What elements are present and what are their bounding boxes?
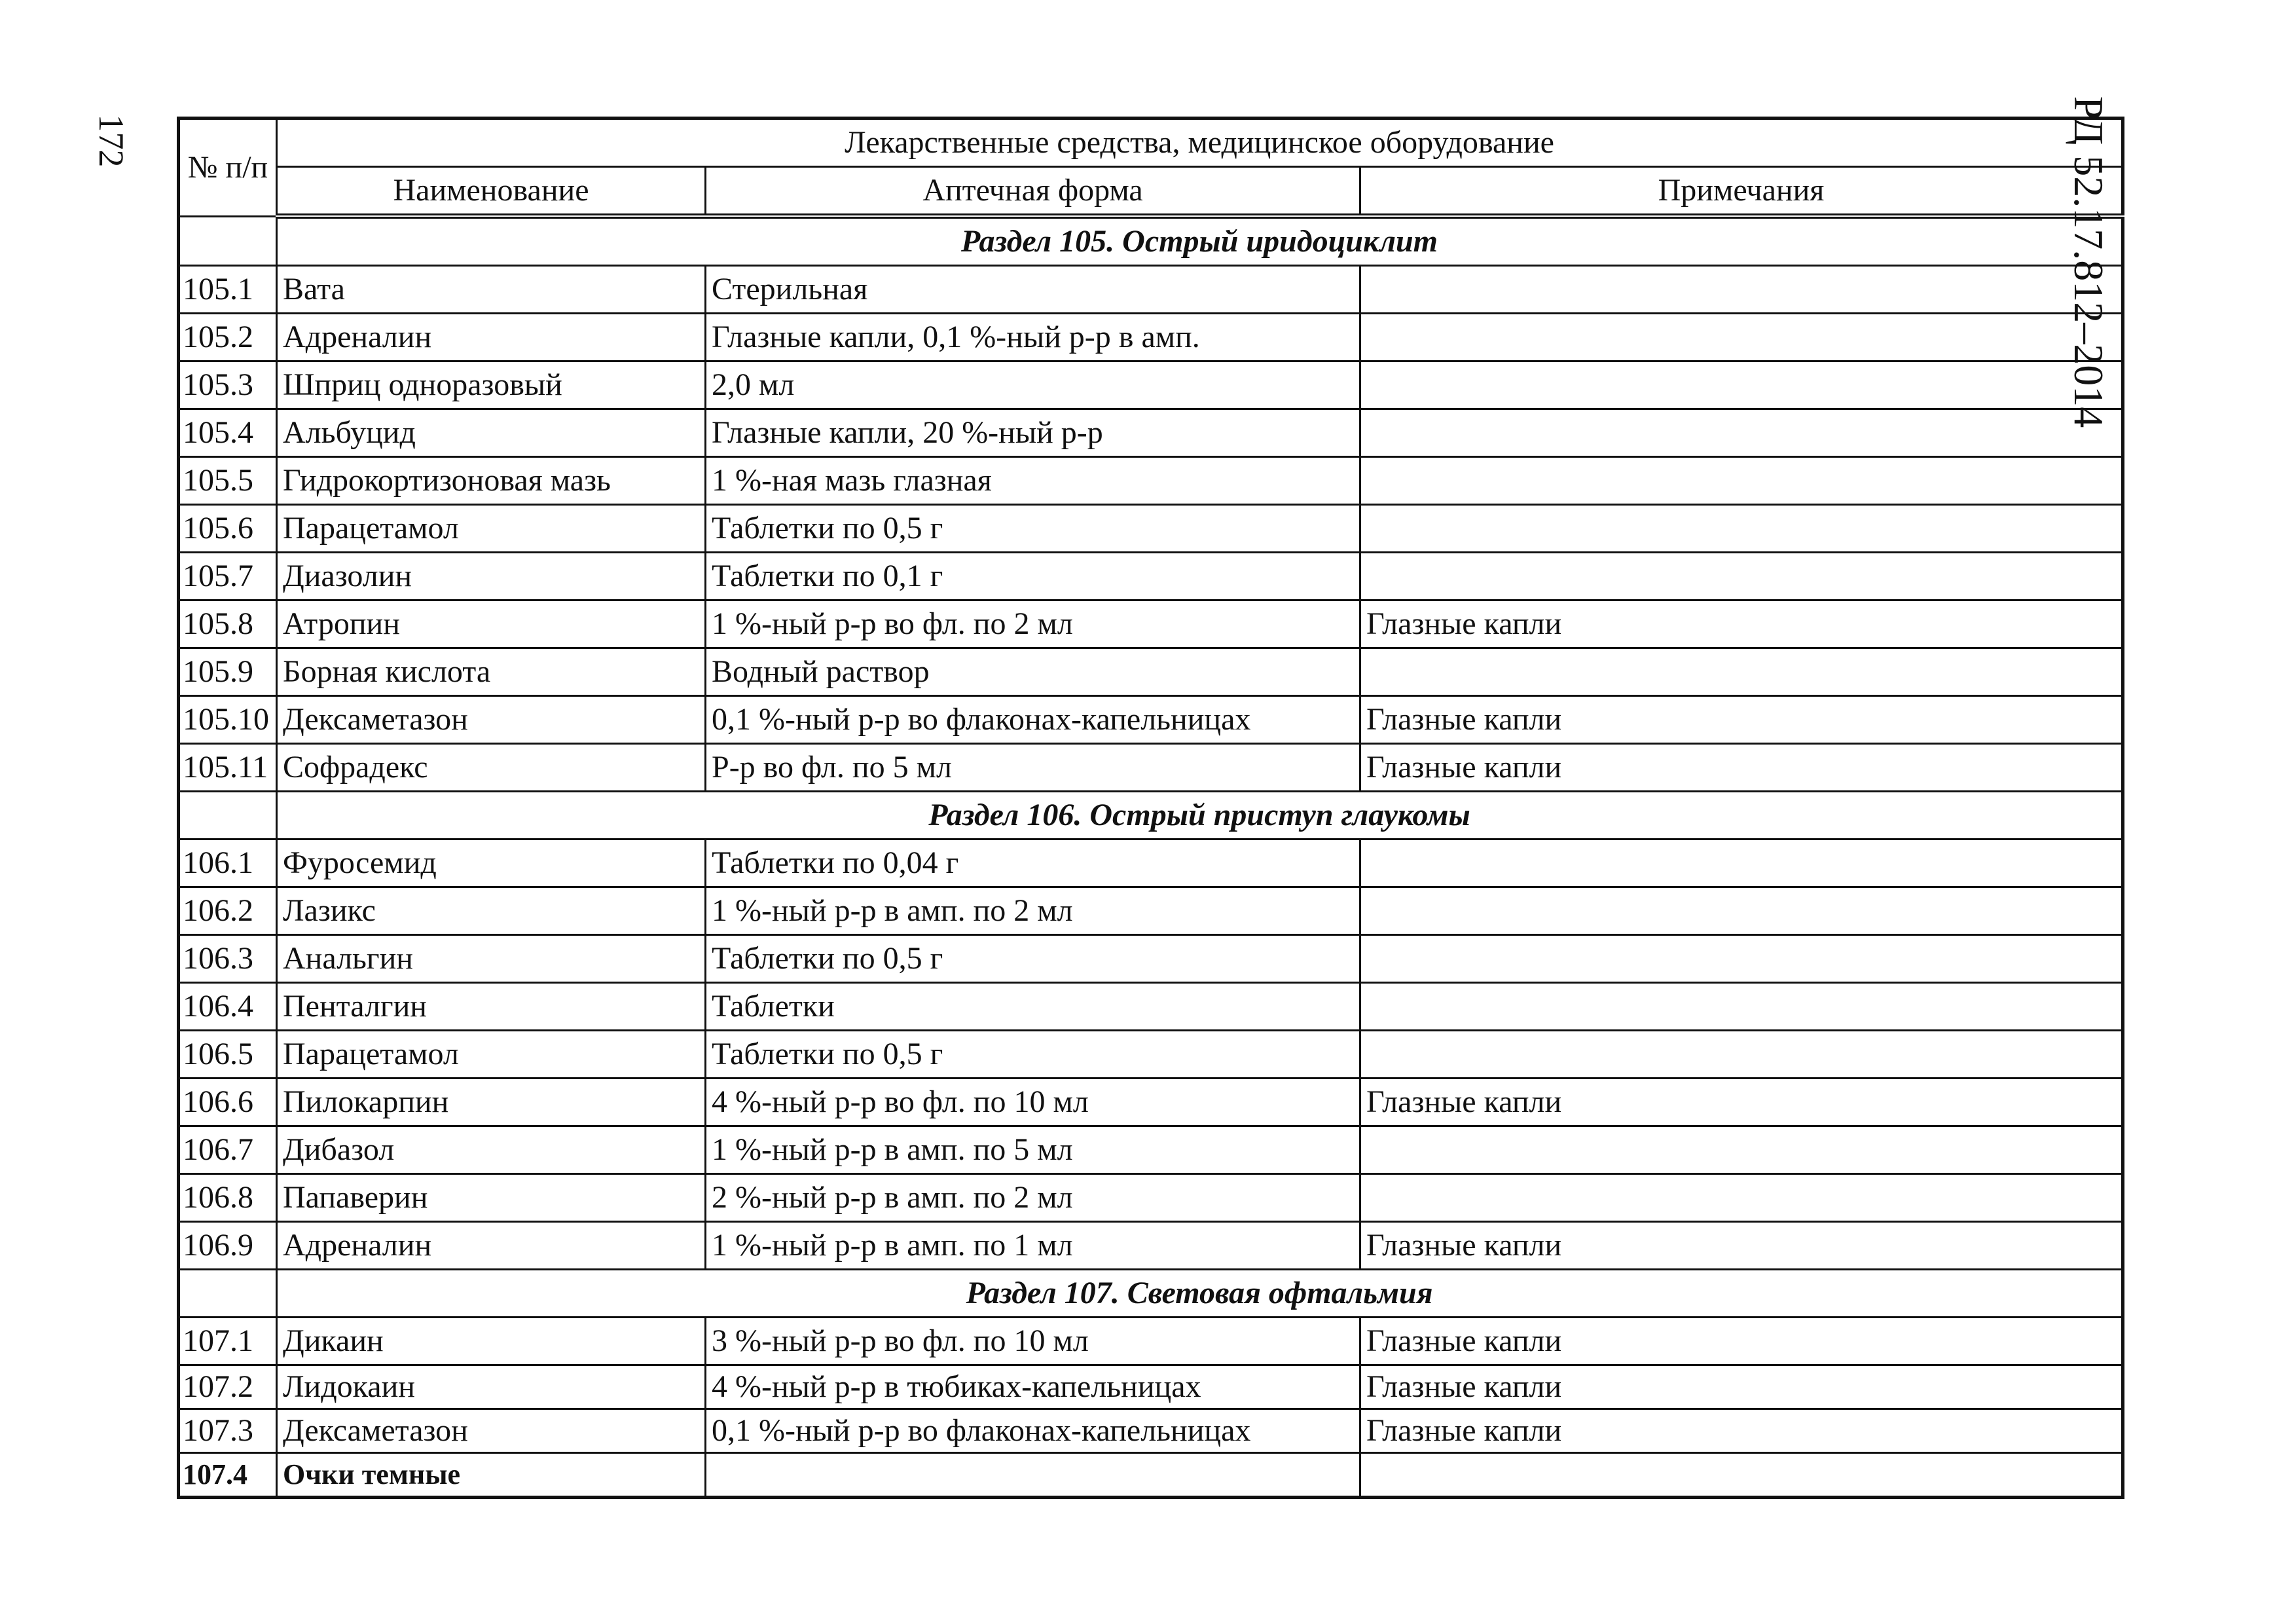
row-number: 107.2 xyxy=(179,1365,277,1409)
row-note xyxy=(1360,314,2123,361)
row-note xyxy=(1360,457,2123,505)
row-number: 107.3 xyxy=(179,1409,277,1453)
row-name: Фуросемид xyxy=(277,840,706,887)
row-form: 0,1 %-ный р-р во флаконах-капельницах xyxy=(706,1409,1360,1453)
row-form: 1 %-ный р-р во фл. по 2 мл xyxy=(706,600,1360,648)
row-form: Таблетки по 0,5 г xyxy=(706,1031,1360,1079)
document-code: РД 52.17.812–2014 xyxy=(2066,96,2112,428)
table-row xyxy=(179,648,2123,696)
table-row xyxy=(179,505,2123,553)
header-group: Лекарственные средства, медицинское оборудование xyxy=(277,119,2123,167)
row-form xyxy=(706,1453,1360,1498)
row-number: 106.1 xyxy=(179,840,277,887)
row-name: Атропин xyxy=(277,600,706,648)
row-number: 106.5 xyxy=(179,1031,277,1079)
row-name: Дибазол xyxy=(277,1126,706,1174)
row-number: 106.7 xyxy=(179,1126,277,1174)
row-note xyxy=(1360,1031,2123,1079)
row-number: 105.10 xyxy=(179,696,277,744)
row-form: 2,0 мл xyxy=(706,361,1360,409)
row-form: 2 %-ный р-р в амп. по 2 мл xyxy=(706,1174,1360,1222)
row-name: Вата xyxy=(277,266,706,314)
row-number: 105.6 xyxy=(179,505,277,553)
row-form: Р-р во фл. по 5 мл xyxy=(706,744,1360,792)
page-number: 172 xyxy=(92,114,131,168)
section-header xyxy=(179,216,2123,266)
row-form: Таблетки по 0,5 г xyxy=(706,505,1360,553)
row-name: Анальгин xyxy=(277,935,706,983)
row-note: Глазные капли xyxy=(1360,1365,2123,1409)
table-row xyxy=(179,840,2123,887)
table-row xyxy=(179,1222,2123,1270)
row-number: 105.4 xyxy=(179,409,277,457)
row-name: Диазолин xyxy=(277,553,706,600)
row-number: 107.4 xyxy=(179,1453,277,1498)
row-form: 1 %-ная мазь глазная xyxy=(706,457,1360,505)
table-row xyxy=(179,409,2123,457)
row-number: 105.5 xyxy=(179,457,277,505)
row-name: Адреналин xyxy=(277,1222,706,1270)
medications-table xyxy=(177,117,2124,1499)
row-name: Пилокарпин xyxy=(277,1079,706,1126)
table-row xyxy=(179,744,2123,792)
row-name: Парацетамол xyxy=(277,1031,706,1079)
row-note xyxy=(1360,887,2123,935)
row-form: Глазные капли, 0,1 %-ный р-р в амп. xyxy=(706,314,1360,361)
row-note xyxy=(1360,935,2123,983)
row-form: Водный раствор xyxy=(706,648,1360,696)
table-row xyxy=(179,457,2123,505)
row-note: Глазные капли xyxy=(1360,1318,2123,1365)
header-form: Аптечная форма xyxy=(706,167,1360,217)
row-note: Глазные капли xyxy=(1360,1222,2123,1270)
row-number: 107.1 xyxy=(179,1318,277,1365)
row-name: Дексаметазон xyxy=(277,696,706,744)
table-row xyxy=(179,1318,2123,1365)
row-form: 3 %-ный р-р во фл. по 10 мл xyxy=(706,1318,1360,1365)
table-row xyxy=(179,361,2123,409)
row-note xyxy=(1360,361,2123,409)
row-number: 106.8 xyxy=(179,1174,277,1222)
row-form: Таблетки xyxy=(706,983,1360,1031)
table-row xyxy=(179,887,2123,935)
row-number: 105.7 xyxy=(179,553,277,600)
row-name: Дикаин xyxy=(277,1318,706,1365)
row-note: Глазные капли xyxy=(1360,696,2123,744)
table-row xyxy=(179,1453,2123,1498)
table-row xyxy=(179,1031,2123,1079)
table-row xyxy=(179,935,2123,983)
row-form: Глазные капли, 20 %-ный р-р xyxy=(706,409,1360,457)
table-row xyxy=(179,1126,2123,1174)
row-name: Лазикс xyxy=(277,887,706,935)
row-note xyxy=(1360,983,2123,1031)
row-number: 105.1 xyxy=(179,266,277,314)
row-name: Шприц одноразовый xyxy=(277,361,706,409)
section-title: Раздел 105. Острый иридоциклит xyxy=(277,216,2123,266)
row-form: 1 %-ный р-р в амп. по 2 мл xyxy=(706,887,1360,935)
row-form: Таблетки по 0,1 г xyxy=(706,553,1360,600)
row-form: Стерильная xyxy=(706,266,1360,314)
row-name: Гидрокортизоновая мазь xyxy=(277,457,706,505)
row-name: Лидокаин xyxy=(277,1365,706,1409)
row-number: 105.3 xyxy=(179,361,277,409)
row-form: 4 %-ный р-р во фл. по 10 мл xyxy=(706,1079,1360,1126)
header-notes: Примечания xyxy=(1360,167,2123,217)
row-name: Борная кислота xyxy=(277,648,706,696)
row-note xyxy=(1360,1453,2123,1498)
row-number: 106.3 xyxy=(179,935,277,983)
row-note xyxy=(1360,409,2123,457)
table-row xyxy=(179,983,2123,1031)
row-note xyxy=(1360,648,2123,696)
row-form: 1 %-ный р-р в амп. по 5 мл xyxy=(706,1126,1360,1174)
row-number: 106.9 xyxy=(179,1222,277,1270)
row-note: Глазные капли xyxy=(1360,744,2123,792)
section-header xyxy=(179,1270,2123,1318)
table-row xyxy=(179,600,2123,648)
table-row xyxy=(179,553,2123,600)
section-title: Раздел 106. Острый приступ глаукомы xyxy=(277,792,2123,840)
table-row xyxy=(179,266,2123,314)
table-row xyxy=(179,1079,2123,1126)
row-form: 0,1 %-ный р-р во флаконах-капельницах xyxy=(706,696,1360,744)
row-note xyxy=(1360,1174,2123,1222)
row-name: Парацетамол xyxy=(277,505,706,553)
table-row xyxy=(179,1409,2123,1453)
row-name: Альбуцид xyxy=(277,409,706,457)
row-note: Глазные капли xyxy=(1360,1409,2123,1453)
row-note xyxy=(1360,840,2123,887)
row-name: Пенталгин xyxy=(277,983,706,1031)
row-name: Папаверин xyxy=(277,1174,706,1222)
row-name: Софрадекс xyxy=(277,744,706,792)
row-note xyxy=(1360,505,2123,553)
row-number: 105.11 xyxy=(179,744,277,792)
row-name: Очки темные xyxy=(277,1453,706,1498)
row-number: 106.6 xyxy=(179,1079,277,1126)
row-note xyxy=(1360,266,2123,314)
row-name: Адреналин xyxy=(277,314,706,361)
table-row xyxy=(179,1174,2123,1222)
table-row xyxy=(179,1365,2123,1409)
row-form: 1 %-ный р-р в амп. по 1 мл xyxy=(706,1222,1360,1270)
row-form: Таблетки по 0,5 г xyxy=(706,935,1360,983)
header-number: № п/п xyxy=(179,119,277,217)
row-note xyxy=(1360,1126,2123,1174)
row-note: Глазные капли xyxy=(1360,1079,2123,1126)
header-name: Наименование xyxy=(277,167,706,217)
row-note xyxy=(1360,553,2123,600)
row-form: 4 %-ный р-р в тюбиках-капельницах xyxy=(706,1365,1360,1409)
row-note: Глазные капли xyxy=(1360,600,2123,648)
row-form: Таблетки по 0,04 г xyxy=(706,840,1360,887)
row-number: 105.9 xyxy=(179,648,277,696)
section-title: Раздел 107. Световая офтальмия xyxy=(277,1270,2123,1318)
row-number: 106.2 xyxy=(179,887,277,935)
row-number: 105.8 xyxy=(179,600,277,648)
row-name: Дексаметазон xyxy=(277,1409,706,1453)
row-number: 105.2 xyxy=(179,314,277,361)
table-row xyxy=(179,314,2123,361)
table-row xyxy=(179,696,2123,744)
row-number: 106.4 xyxy=(179,983,277,1031)
section-header xyxy=(179,792,2123,840)
